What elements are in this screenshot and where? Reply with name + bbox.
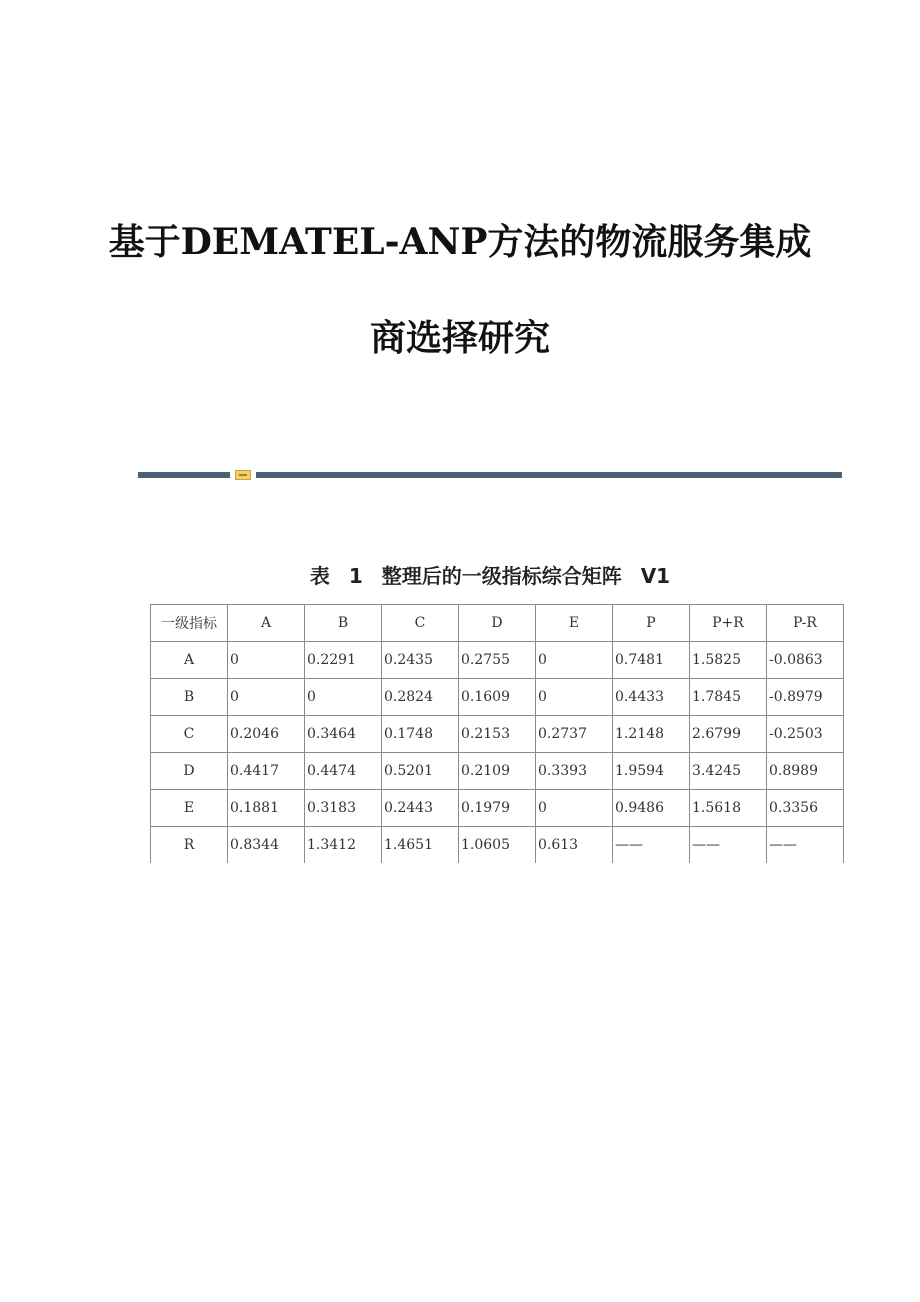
table-row [151,716,844,753]
row-label-cell: R [151,827,228,864]
value-cell: 0.8989 [767,753,844,790]
value-cell: 0.613 [536,827,613,864]
value-cell: 0 [536,790,613,827]
row-label-cell: D [151,753,228,790]
header-cell: P-R [767,605,844,642]
value-cell: 0.2046 [228,716,305,753]
value-cell: 0.3393 [536,753,613,790]
row-label-cell: E [151,790,228,827]
header-cell: A [228,605,305,642]
value-cell: 1.2148 [613,716,690,753]
value-cell: 0.5201 [382,753,459,790]
divider-bar-left [138,472,230,478]
value-cell: 0.2153 [459,716,536,753]
value-cell: -0.8979 [767,679,844,716]
row-label-cell: B [151,679,228,716]
value-cell: 1.9594 [613,753,690,790]
value-cell: 0.1748 [382,716,459,753]
value-cell: 0.3183 [305,790,382,827]
header-cell: P [613,605,690,642]
value-cell: 0.2291 [305,642,382,679]
section-divider [138,470,842,480]
value-cell: 1.3412 [305,827,382,864]
header-cell: P+R [690,605,767,642]
header-cell: 一级指标 [151,605,228,642]
table-row [151,827,844,864]
value-cell: 0 [305,679,382,716]
value-cell: 1.0605 [459,827,536,864]
header-cell: C [382,605,459,642]
composite-matrix-table [150,604,844,863]
value-cell: -0.2503 [767,716,844,753]
value-cell: 1.5825 [690,642,767,679]
value-cell: 0 [536,642,613,679]
table-row [151,679,844,716]
value-cell: 0.4474 [305,753,382,790]
value-cell: 0.4417 [228,753,305,790]
value-cell: 0.2824 [382,679,459,716]
value-cell: 1.5618 [690,790,767,827]
value-cell: 0.3464 [305,716,382,753]
value-cell: 0.2109 [459,753,536,790]
document-title-line-1: 基于DEMATEL-ANP方法的物流服务集成 [108,221,812,263]
value-cell: —— [690,827,767,864]
value-cell: 0 [536,679,613,716]
value-cell: 0.2737 [536,716,613,753]
row-label-cell: C [151,716,228,753]
value-cell: 0.3356 [767,790,844,827]
value-cell: 2.6799 [690,716,767,753]
header-cell: D [459,605,536,642]
value-cell: 1.4651 [382,827,459,864]
header-cell: E [536,605,613,642]
value-cell: 3.4245 [690,753,767,790]
divider-bar-right [256,472,842,478]
value-cell: 0.2755 [459,642,536,679]
row-label-cell: A [151,642,228,679]
value-cell: 0.8344 [228,827,305,864]
table-header-row [151,605,844,642]
value-cell: 0.1609 [459,679,536,716]
value-cell: 0 [228,642,305,679]
divider-ornament-icon [235,470,251,480]
value-cell: —— [767,827,844,864]
document-title-line-2: 商选择研究 [369,317,550,359]
value-cell: 0.2443 [382,790,459,827]
value-cell: 0.7481 [613,642,690,679]
value-cell: 0.2435 [382,642,459,679]
value-cell: 0.1979 [459,790,536,827]
value-cell: -0.0863 [767,642,844,679]
table-row [151,790,844,827]
value-cell: 0.4433 [613,679,690,716]
table-row [151,753,844,790]
value-cell: 0.1881 [228,790,305,827]
value-cell: 1.7845 [690,679,767,716]
table-caption: 表 1 整理后的一级指标综合矩阵 V1 [309,564,671,588]
header-cell: B [305,605,382,642]
value-cell: 0 [228,679,305,716]
value-cell: 0.9486 [613,790,690,827]
value-cell: —— [613,827,690,864]
table-row [151,642,844,679]
